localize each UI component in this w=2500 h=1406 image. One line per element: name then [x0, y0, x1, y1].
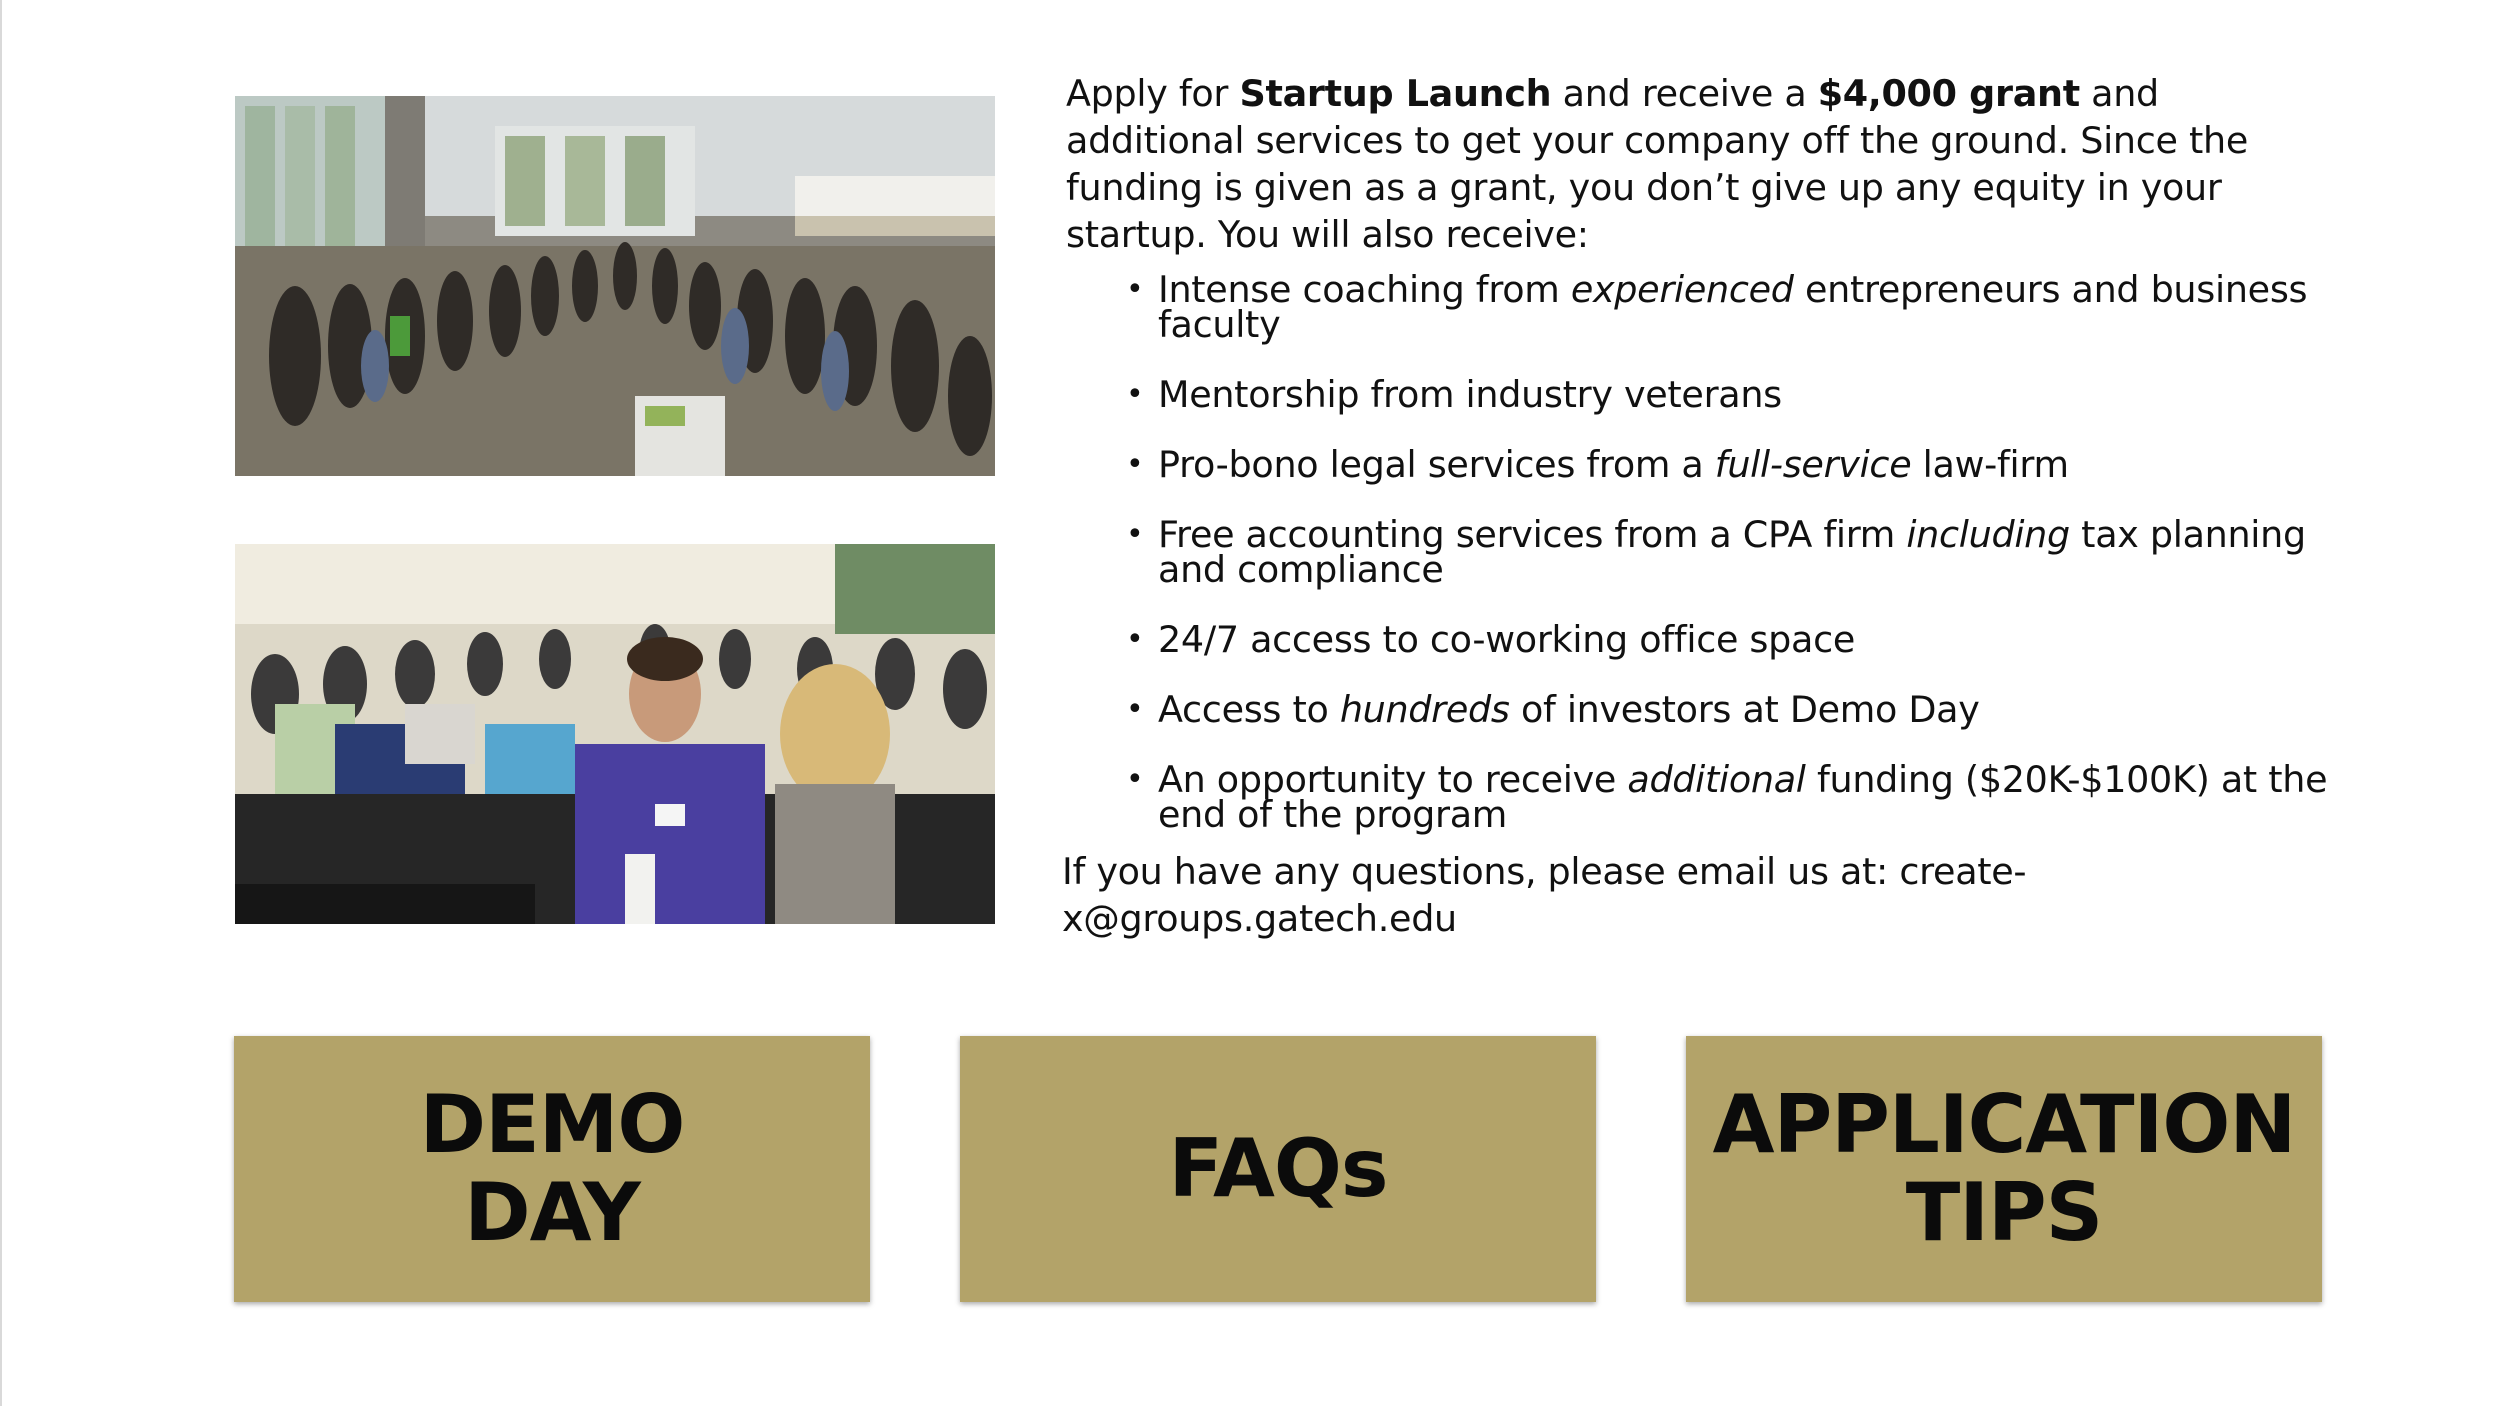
benefit-item: • An opportunity to receive additional funding ($20K-$100K) at the end of the program [1126, 762, 2342, 832]
demo-day-button[interactable] [234, 1036, 870, 1302]
intro-paragraph [1066, 70, 2342, 258]
grant-amount: $4,000 grant [1817, 72, 2080, 115]
left-edge-border [0, 0, 2, 1406]
faqs-button[interactable] [960, 1036, 1596, 1302]
faqs-label: FAQs [1168, 1122, 1388, 1215]
program-name: Startup Launch [1239, 72, 1552, 115]
demo-day-label: DEMO DAY [419, 1078, 685, 1259]
application-tips-button[interactable] [1686, 1036, 2322, 1302]
benefit-item: • Free accounting services from a CPA firm including tax planning and compliance [1126, 517, 2342, 587]
intro-text: and receive a [1551, 72, 1818, 115]
workshop-photo [235, 544, 995, 924]
benefit-item: • Intense coaching from experienced entrepreneurs and business faculty [1126, 272, 2342, 342]
benefit-item: • Access to hundreds of investors at Demo Day [1126, 692, 2342, 727]
expo-hall-photo [235, 96, 995, 476]
intro-text: Apply for [1066, 72, 1240, 115]
benefit-item: • Pro-bono legal services from a full-service law-firm [1126, 447, 2342, 482]
intro-text: and additional services to get your company off the ground. Since the funding is given as a grant, you don’t give up any equity in your startup. You will also receive: [1066, 72, 2248, 256]
benefit-item: • 24/7 access to co-working office space [1126, 622, 2342, 657]
application-tips-label: APPLICATION TIPS [1712, 1078, 2296, 1259]
program-description [1062, 70, 2342, 942]
benefits-list [1062, 268, 2342, 836]
benefit-item: • Mentorship from industry veterans [1126, 377, 2342, 412]
contact-line: If you have any questions, please email us at: create-x@groups.gatech.edu [1062, 850, 2027, 940]
